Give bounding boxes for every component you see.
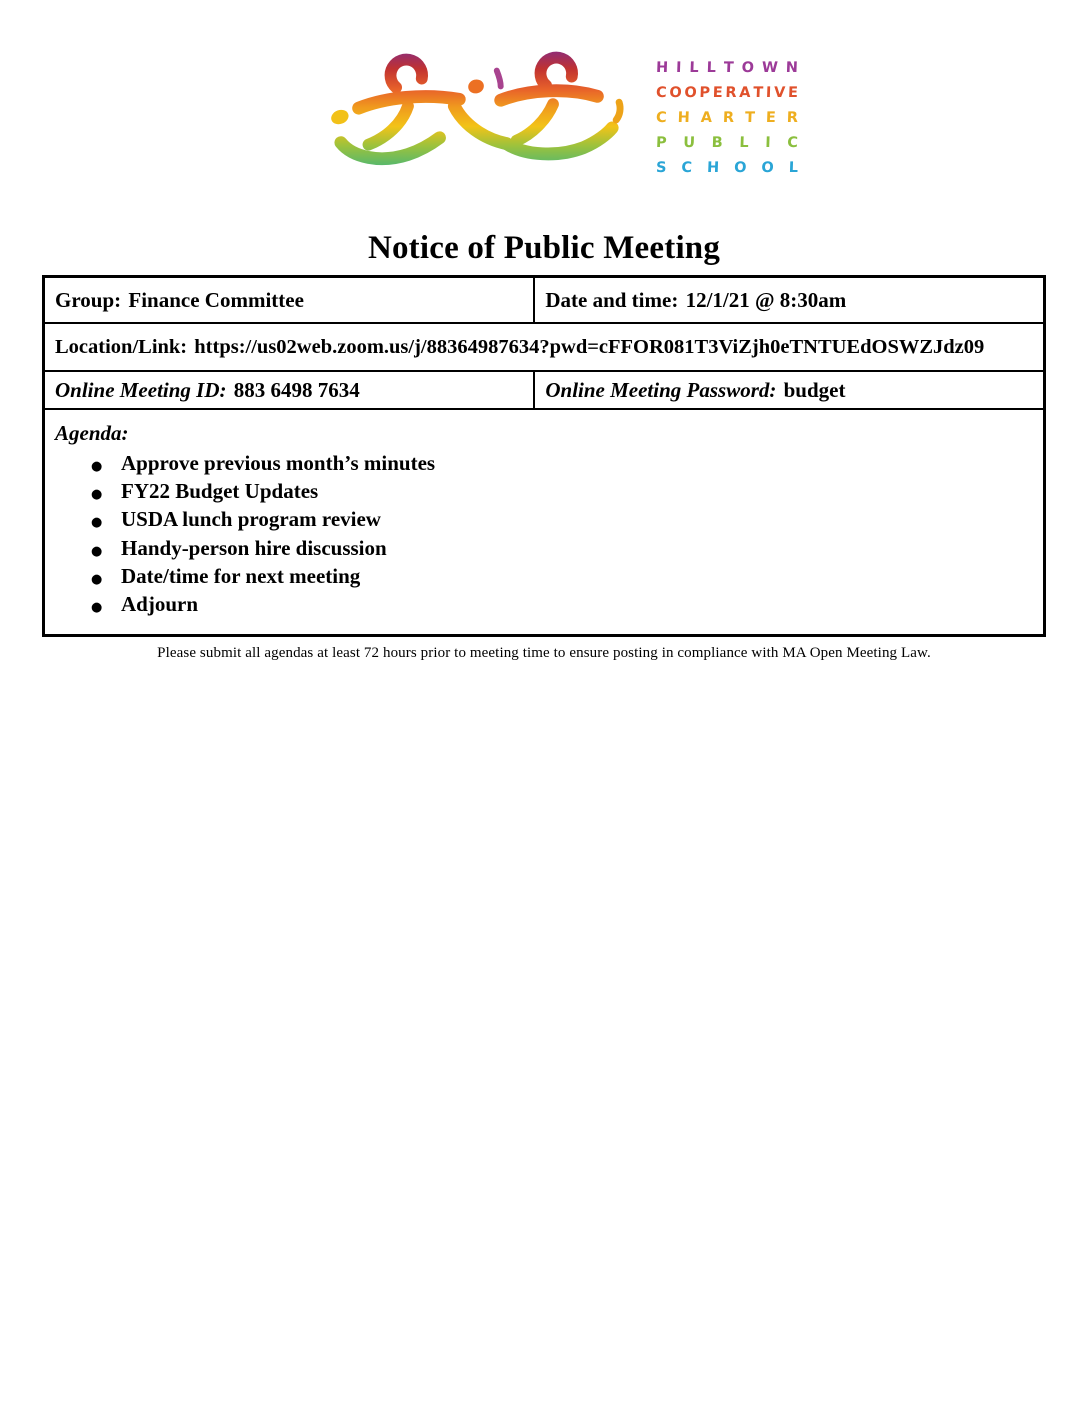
datetime-value: 12/1/21 @ 8:30am [685, 287, 847, 312]
bullet-icon: ● [91, 571, 103, 587]
datetime-cell [534, 277, 1044, 324]
datetime-label: Date and time: [545, 287, 679, 312]
group-cell [44, 277, 535, 324]
group-value: Finance Committee [128, 287, 304, 312]
bullet-icon: ● [91, 543, 103, 559]
bullet-icon: ● [91, 600, 103, 616]
agenda-item [91, 479, 1037, 507]
school-name-line: H I L L T O W N [655, 59, 798, 76]
agenda-item [91, 592, 1037, 620]
table-row [44, 323, 1045, 371]
password-cell [534, 371, 1044, 409]
logo-dot [329, 107, 350, 126]
meeting-id-label: Online Meeting ID: [55, 377, 227, 402]
school-logo [10, 0, 1088, 193]
agenda-label: Agenda: [55, 421, 129, 445]
agenda-item [91, 451, 1037, 479]
password-label: Online Meeting Password: [545, 377, 777, 402]
table-row [44, 409, 1045, 636]
agenda-item-text: Handy-person hire discussion [121, 535, 387, 560]
agenda-item-text: Date/time for next meeting [121, 563, 361, 588]
location-link: https://us02web.zoom.us/j/88364987634?pwd=cFFOR081T3ViZjh0eTNTUEdOSWZJdz09 [194, 335, 985, 358]
location-cell [44, 323, 1045, 371]
meeting-id-value: 883 6498 7634 [233, 377, 360, 402]
table-row [44, 277, 1045, 324]
agenda-cell [44, 409, 1045, 636]
table-row [44, 371, 1045, 409]
meeting-info-table [42, 275, 1046, 637]
bullet-icon: ● [91, 459, 103, 474]
location-label: Location/Link: [55, 335, 188, 358]
school-name-line: C H A R T E R [655, 109, 798, 126]
agenda-item [91, 507, 1037, 535]
school-name-line: S C H O O L [655, 159, 798, 176]
agenda-list [55, 451, 1037, 620]
meeting-id-cell [44, 371, 535, 409]
agenda-item-text: FY22 Budget Updates [121, 479, 319, 504]
agenda-item [91, 564, 1037, 592]
agenda-item [91, 536, 1037, 564]
school-name-line: C O O P E R A T I V E [655, 84, 798, 101]
dancing-children-logo-icon [311, 45, 646, 193]
footer-note: Please submit all agendas at least 72 hours prior to meeting time to ensure posting in compliance with MA Open Meeting Law. [157, 645, 931, 661]
group-label: Group: [55, 287, 122, 312]
logo-dot [466, 78, 485, 95]
password-value: budget [783, 377, 846, 402]
bullet-icon: ● [91, 487, 103, 503]
page-title: Notice of Public Meeting [367, 230, 721, 266]
school-name-line: P U B L I C [655, 134, 798, 151]
school-logo-wordmark [656, 45, 798, 180]
agenda-item-text: USDA lunch program review [121, 507, 381, 532]
agenda-item-text: Approve previous month’s minutes [121, 451, 436, 475]
bullet-icon: ● [91, 515, 103, 531]
agenda-item-text: Adjourn [121, 592, 199, 617]
